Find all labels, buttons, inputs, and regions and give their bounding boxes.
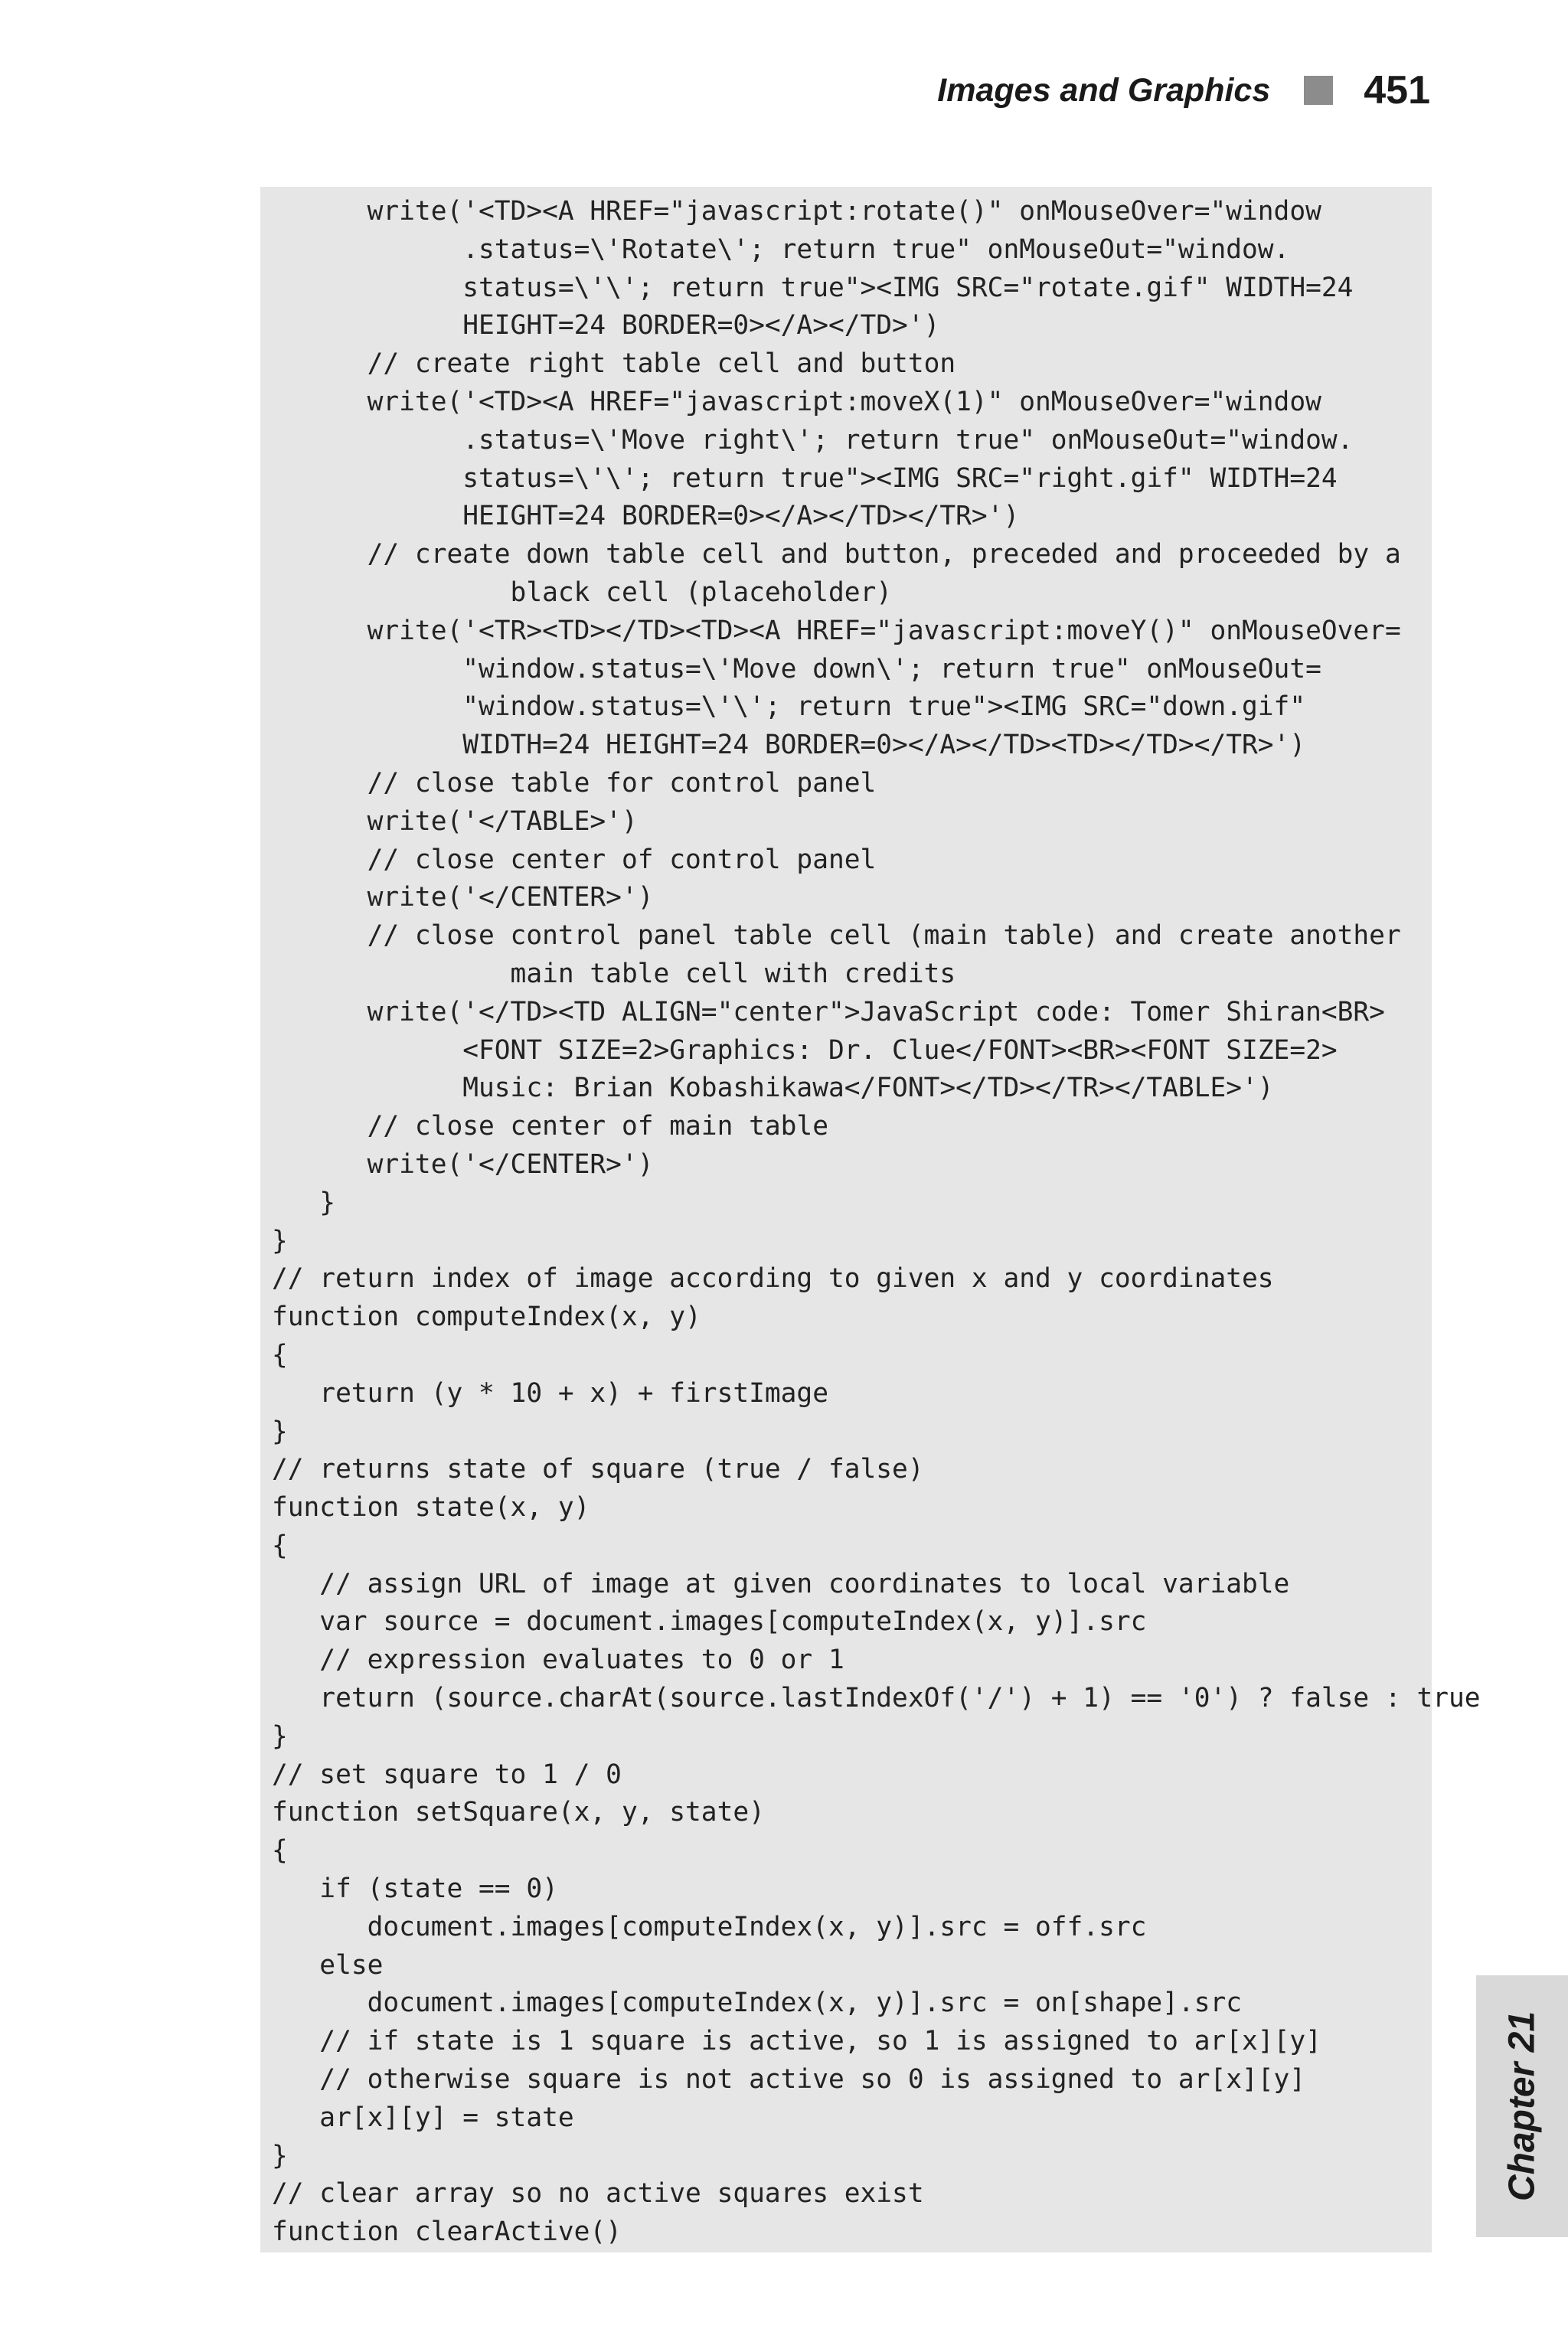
code-listing: [260, 187, 1481, 2252]
code-line: {: [272, 1339, 288, 1370]
code-line: document.images[computeIndex(x, y)].src = off.src: [272, 1911, 1147, 1942]
page-number: 451: [1364, 68, 1430, 113]
code-line: else: [272, 1949, 384, 1981]
code-line: write('<TD><A HREF="javascript:moveX(1)" onMouseOver="window: [272, 386, 1321, 417]
code-line: WIDTH=24 HEIGHT=24 BORDER=0></A></TD><TD></TD></TR>'): [272, 730, 1306, 761]
code-line: }: [272, 1187, 336, 1218]
code-line: main table cell with credits: [272, 958, 956, 989]
code-line: {: [272, 1530, 288, 1561]
code-line: write('</CENTER>'): [272, 882, 654, 913]
code-line: var source = document.images[computeIndex(x, y)].src: [272, 1606, 1147, 1638]
code-line: function clearActive(): [272, 2216, 622, 2248]
code-line: // otherwise square is not active so 0 is assigned to ar[x][y]: [272, 2064, 1306, 2096]
code-line: // close table for control panel: [272, 767, 877, 799]
code-line: function computeIndex(x, y): [272, 1302, 701, 1333]
code-line: "window.status=\'Move down\'; return true" onMouseOut=: [272, 653, 1321, 684]
code-line: // close control panel table cell (main table) and create another: [272, 920, 1401, 952]
code-line: }: [272, 1720, 288, 1752]
code-line: black cell (placeholder): [272, 577, 893, 608]
code-line: HEIGHT=24 BORDER=0></A></TD>'): [272, 310, 940, 341]
code-line: if (state == 0): [272, 1873, 558, 1905]
code-line: }: [272, 1416, 288, 1447]
running-header: [937, 67, 1430, 113]
code-line: // returns state of square (true / false): [272, 1454, 924, 1485]
code-line: return (source.charAt(source.lastIndexOf('/') + 1) == '0') ? false : true: [272, 1683, 1481, 1714]
code-line: document.images[computeIndex(x, y)].src = on[shape].src: [272, 1988, 1243, 2019]
code-line: status=\'\'; return true"><IMG SRC="right.gif" WIDTH=24: [272, 462, 1338, 494]
code-line: // return index of image according to given x and y coordinates: [272, 1263, 1274, 1295]
code-line: write('<TR><TD></TD><TD><A HREF="javascript:moveY()" onMouseOver=: [272, 615, 1401, 646]
code-line: // close center of control panel: [272, 844, 877, 875]
code-line: .status=\'Move right\'; return true" onMouseOut="window.: [272, 424, 1354, 456]
code-line: // close center of main table: [272, 1111, 828, 1142]
code-line: }: [272, 1225, 288, 1256]
code-line: status=\'\'; return true"><IMG SRC="rotate.gif" WIDTH=24: [272, 272, 1354, 303]
code-line: write('</TD><TD ALIGN="center">JavaScript code: Tomer Shiran<BR>: [272, 996, 1385, 1027]
code-line: write('<TD><A HREF="javascript:rotate()" onMouseOver="window: [272, 196, 1321, 227]
code-line: // create down table cell and button, preceded and proceeded by a: [272, 539, 1401, 570]
code-line: ar[x][y] = state: [272, 2102, 574, 2133]
code-line: {: [272, 1835, 288, 1867]
code-line: write('</CENTER>'): [272, 1148, 654, 1180]
code-line: .status=\'Rotate\'; return true" onMouseOut="window.: [272, 234, 1290, 265]
chapter-label: Chapter 21: [1501, 2011, 1543, 2202]
code-line: function state(x, y): [272, 1492, 590, 1524]
code-line: function setSquare(x, y, state): [272, 1797, 765, 1828]
code-line: // if state is 1 square is active, so 1 is assigned to ar[x][y]: [272, 2026, 1321, 2057]
code-line: // assign URL of image at given coordinates to local variable: [272, 1568, 1290, 1599]
code-line: <FONT SIZE=2>Graphics: Dr. Clue</FONT><BR><FONT SIZE=2>: [272, 1034, 1338, 1066]
chapter-tab: [1476, 1975, 1568, 2237]
code-line: // create right table cell and button: [272, 348, 956, 380]
header-title: Images and Graphics: [937, 71, 1271, 109]
code-line: HEIGHT=24 BORDER=0></A></TD></TR>'): [272, 501, 1020, 532]
code-line: // clear array so no active squares exist: [272, 2178, 924, 2210]
code-line: // set square to 1 / 0: [272, 1759, 622, 1790]
code-line: }: [272, 2140, 288, 2171]
code-line: // expression evaluates to 0 or 1: [272, 1645, 844, 1676]
code-line: Music: Brian Kobashikawa</FONT></TD></TR></TABLE>'): [272, 1073, 1274, 1104]
header-square-marker: [1304, 76, 1333, 105]
code-line: write('</TABLE>'): [272, 805, 638, 837]
code-line: "window.status=\'\'; return true"><IMG SRC="down.gif": [272, 691, 1306, 723]
code-line: return (y * 10 + x) + firstImage: [272, 1377, 828, 1409]
